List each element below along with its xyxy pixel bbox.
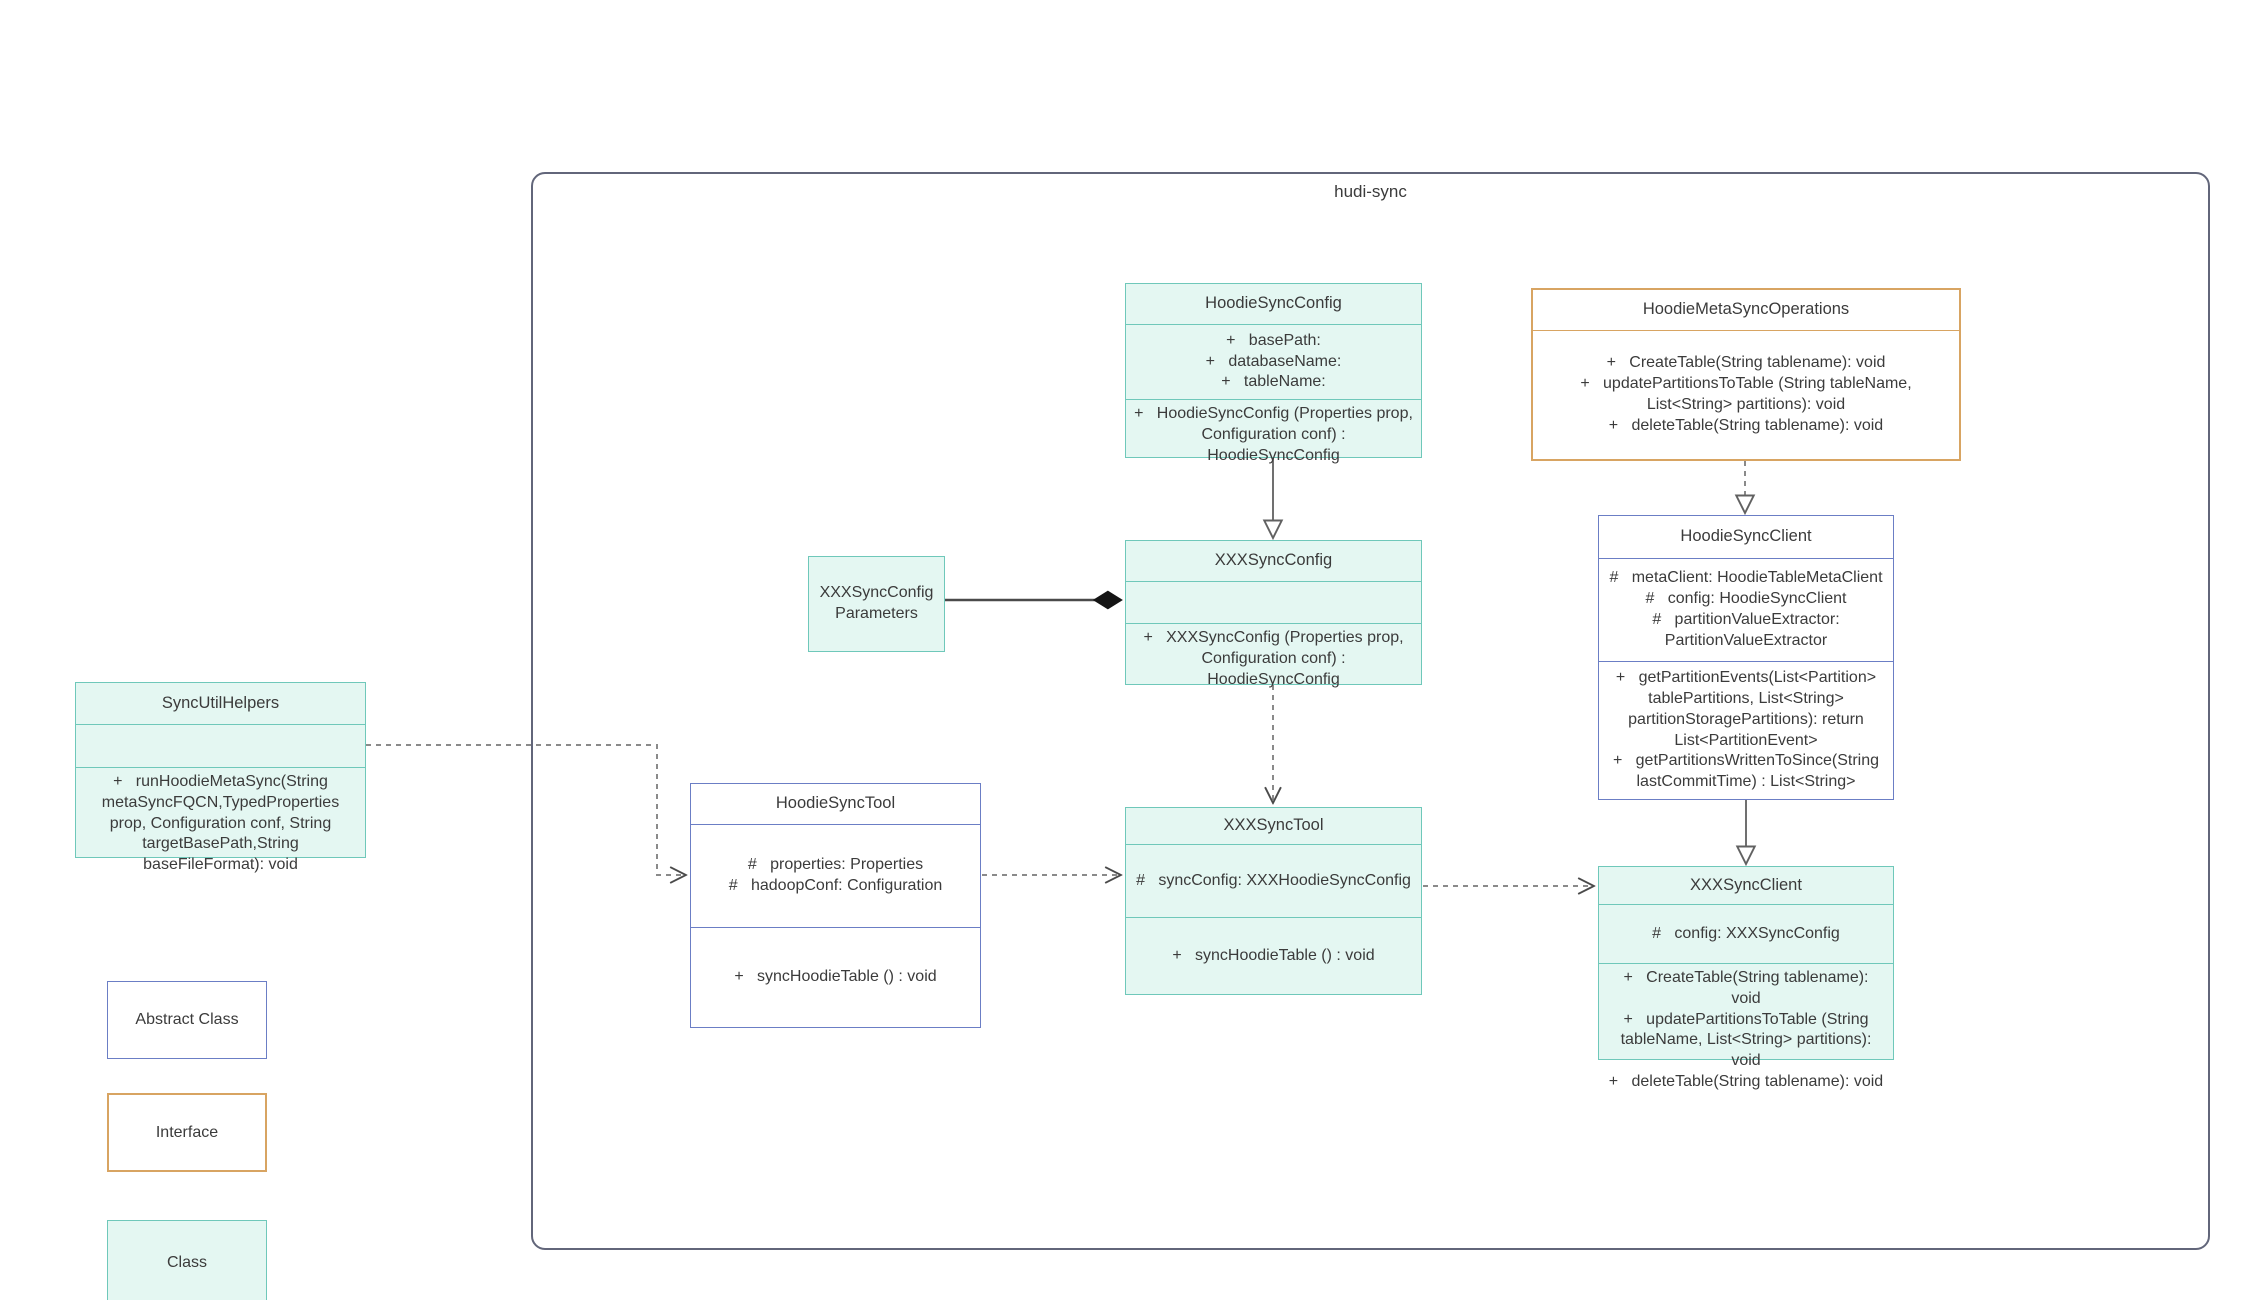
methods-section [76,767,365,880]
method-row: + deleteTable(String tablename): void [1608,416,1884,434]
method-row: + runHoodieMetaSync(String metaSyncFQCN,TypedProperties prop, Configuration conf, String targetBasePath,String baseFileFormat): void [101,773,344,874]
methods-section [1599,661,1893,799]
methods-section [1533,330,1959,459]
method-row: + deleteTable(String tablename): void [1608,1072,1884,1090]
fields-section [1126,324,1421,399]
fields-section-empty [76,724,365,767]
method-row: + CreateTable(String tablename): void [1623,969,1873,1007]
class-xxxsyncclient[interactable] [1598,866,1894,1090]
fields-section-empty [1126,581,1421,623]
abstract-class-hoodiesynctool[interactable] [690,783,981,1028]
class-syncutilhelpers[interactable] [75,682,366,874]
class-title: XXXSyncClient [1690,875,1802,894]
field-row: # hadoopConf: Configuration [728,877,943,894]
class-title: HoodieSyncClient [1680,527,1812,546]
legend-label: Class [166,1253,207,1271]
field-row: + basePath: [1226,331,1321,349]
field-row: # config: HoodieSyncClient [1645,590,1847,608]
legend-class[interactable] [107,1220,267,1300]
field-row: # properties: Properties [747,856,924,874]
fields-section [1126,844,1421,917]
method-row: + getPartitionEvents(List<Partition> tablePartitions, List<String> partitionStoragePartitions): return List<PartitionEvent> [1615,669,1881,749]
fields-section [1599,904,1893,963]
method-row: + getPartitionsWrittenToSince(String lastCommitTime) : List<String> [1612,752,1884,791]
field-row: # metaClient: HoodieTableMetaClient [1609,569,1883,587]
methods-section [1126,623,1421,694]
class-title: XXXSyncConfigParameters [819,584,934,622]
methods-section [1599,963,1893,1097]
class-xxxsyncconfigparameters[interactable] [808,556,945,652]
abstract-class-hoodiesyncclient[interactable] [1598,515,1894,800]
field-row: # config: XXXSyncConfig [1652,924,1840,942]
methods-section [691,927,980,1027]
legend-interface[interactable] [107,1093,267,1172]
class-title: SyncUtilHelpers [161,693,280,712]
legend-label: Abstract Class [135,1011,239,1028]
method-row: + updatePartitionsToTable (String tableName, List<String> partitions): void [1620,1010,1876,1070]
methods-section [1126,399,1421,470]
field-row: # syncConfig: XXXHoodieSyncConfig [1136,871,1411,889]
class-hoodiesyncconfig[interactable] [1125,283,1422,464]
class-title: XXXSyncTool [1223,816,1324,835]
field-row: # partitionValueExtractor: PartitionValueExtractor [1652,611,1845,649]
fields-section [691,824,980,927]
class-title: HoodieSyncTool [775,794,896,813]
class-title: HoodieMetaSyncOperations [1642,300,1850,319]
legend-abstract-class[interactable] [107,981,267,1059]
method-row: + updatePartitionsToTable (String tableName, List<String> partitions): void [1580,375,1917,413]
class-title: HoodieSyncConfig [1205,294,1342,313]
method-row: + syncHoodieTable () : void [734,968,937,986]
method-row: + syncHoodieTable () : void [1172,946,1375,964]
field-row: + tableName: [1221,373,1326,391]
class-xxxsyncconfig[interactable] [1125,540,1422,688]
interface-hoodiemetasyncoperations[interactable] [1531,288,1961,461]
fields-section [1599,558,1893,661]
field-row: + databaseName: [1205,352,1342,370]
methods-section [1126,917,1421,994]
method-row: + CreateTable(String tablename): void [1606,354,1886,372]
method-row: + HoodieSyncConfig (Properties prop, Configuration conf) : HoodieSyncConfig [1134,405,1418,464]
class-title: XXXSyncConfig [1214,551,1333,570]
hudi-sync-container-label: hudi-sync [1334,182,1407,201]
class-xxxsynctool[interactable] [1125,807,1422,995]
method-row: + XXXSyncConfig (Properties prop, Configuration conf) : HoodieSyncConfig [1143,629,1409,688]
legend-label: Interface [155,1123,219,1141]
